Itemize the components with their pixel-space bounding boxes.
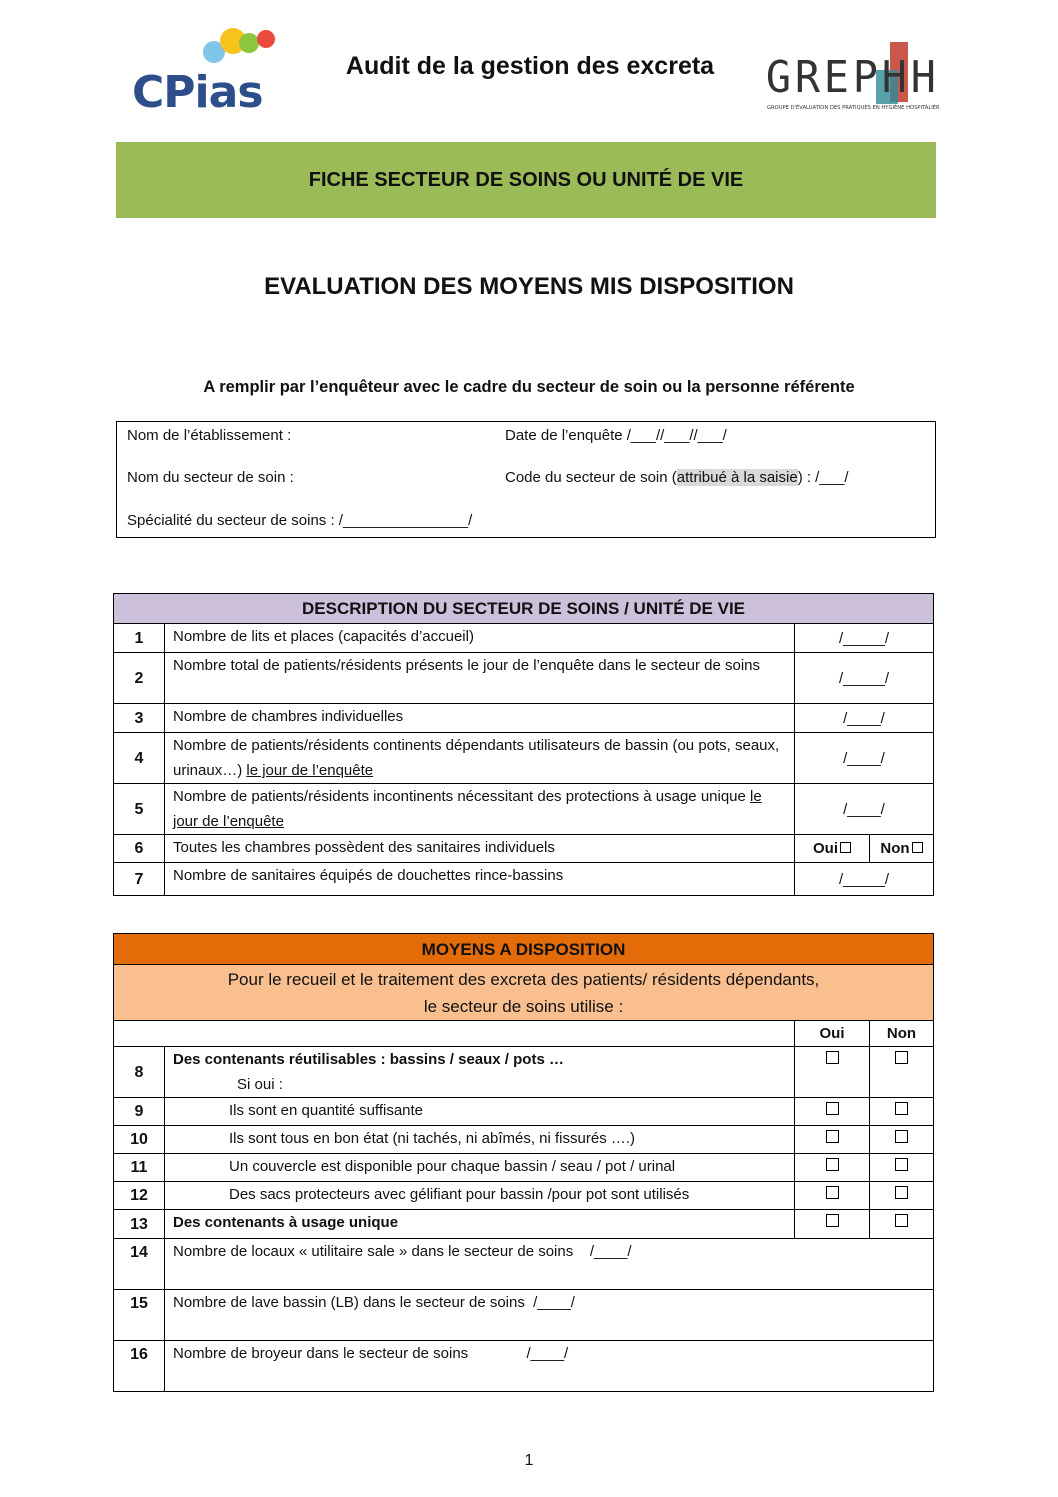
checkbox-icon [826, 1130, 839, 1143]
etablissement-field[interactable]: Nom de l’établissement : [127, 427, 292, 444]
secteur-field[interactable]: Nom du secteur de soin : [127, 469, 294, 486]
grephh-logo [764, 40, 940, 115]
row-number: 13 [114, 1210, 165, 1239]
row-number: 9 [114, 1098, 165, 1126]
row-label: Des contenants à usage unique [165, 1210, 795, 1239]
checkbox-icon [826, 1186, 839, 1199]
date-field[interactable]: Date de l’enquête /___//___//___/ [505, 427, 727, 444]
checkbox-icon [895, 1158, 908, 1171]
row-number: 16 [114, 1341, 165, 1392]
non-checkbox[interactable] [870, 1098, 934, 1126]
document-title: Audit de la gestion des excreta [345, 52, 715, 80]
cpias-logo [130, 24, 290, 114]
oui-checkbox[interactable] [795, 1047, 870, 1098]
col-non: Non [870, 1021, 934, 1047]
blank-header [114, 1021, 795, 1047]
row-label: Toutes les chambres possèdent des sanitaires individuels [165, 835, 795, 863]
value-field[interactable]: /_____/ [795, 624, 934, 653]
row-number: 6 [114, 835, 165, 863]
count-field[interactable]: Nombre de broyeur dans le secteur de soins /____/ [165, 1341, 934, 1392]
row-number: 7 [114, 863, 165, 896]
col-oui: Oui [795, 1021, 870, 1047]
row-number: 3 [114, 704, 165, 733]
row-label: Un couvercle est disponible pour chaque bassin / seau / pot / urinal [165, 1154, 795, 1182]
description-header: DESCRIPTION DU SECTEUR DE SOINS / UNITÉ DE VIE [114, 594, 934, 624]
oui-checkbox[interactable] [795, 1182, 870, 1210]
svg-text:GREPHH: GREPHH [765, 52, 940, 104]
row-label: Nombre de sanitaires équipés de douchettes rince-bassins [165, 863, 795, 896]
row-label: Ils sont tous en bon état (ni tachés, ni abîmés, ni fissurés ….) [165, 1126, 795, 1154]
checkbox-icon [895, 1102, 908, 1115]
row-number: 2 [114, 653, 165, 704]
row-label: Des contenants réutilisables : bassins / seaux / pots … Si oui : [165, 1047, 795, 1098]
row-label: Nombre de patients/résidents incontinents nécessitant des protections à usage unique le jour de l’enquête [165, 784, 795, 835]
oui-checkbox[interactable] [795, 1210, 870, 1239]
row-number: 12 [114, 1182, 165, 1210]
checkbox-icon [826, 1051, 839, 1064]
checkbox-icon [912, 842, 923, 853]
row-label: Nombre de chambres individuelles [165, 704, 795, 733]
non-checkbox[interactable] [870, 1154, 934, 1182]
checkbox-icon [826, 1102, 839, 1115]
description-table [113, 593, 934, 896]
moyens-intro: Pour le recueil et le traitement des excreta des patients/ résidents dépendants, le secteur de soins utilise : [114, 965, 934, 1021]
checkbox-icon [895, 1214, 908, 1227]
row-number: 15 [114, 1290, 165, 1341]
non-checkbox[interactable] [870, 1210, 934, 1239]
code-highlight: attribué à la saisie [676, 469, 798, 486]
svg-text:GROUPE D'ÉVALUATION DES PRATIQ: GROUPE D'ÉVALUATION DES PRATIQUES EN HYGIÈNE HOSPITALIÈRE [767, 105, 940, 111]
non-checkbox[interactable] [870, 1047, 934, 1098]
row-number: 5 [114, 784, 165, 835]
page-number: 1 [524, 1452, 534, 1469]
identification-box [116, 421, 936, 538]
row-label: Nombre total de patients/résidents présents le jour de l’enquête dans le secteur de soins [165, 653, 795, 704]
moyens-header: MOYENS A DISPOSITION [114, 934, 934, 965]
count-field[interactable]: Nombre de locaux « utilitaire sale » dans le secteur de soins /____/ [165, 1239, 934, 1290]
value-field[interactable]: /_____/ [795, 863, 934, 896]
oui-checkbox[interactable] [795, 1098, 870, 1126]
row-number: 1 [114, 624, 165, 653]
main-title: EVALUATION DES MOYENS MIS DISPOSITION [264, 273, 794, 300]
value-field[interactable]: /____/ [795, 733, 934, 784]
oui-checkbox[interactable] [795, 1126, 870, 1154]
code-field[interactable]: Code du secteur de soin (attribué à la saisie) : /___/ [505, 469, 849, 486]
value-field[interactable]: /____/ [795, 784, 934, 835]
non-checkbox[interactable] [870, 1126, 934, 1154]
subtitle: A remplir par l’enquêteur avec le cadre du secteur de soin ou la personne référente [203, 378, 855, 396]
checkbox-icon [826, 1214, 839, 1227]
non-checkbox[interactable] [870, 1182, 934, 1210]
form-banner: FICHE SECTEUR DE SOINS OU UNITÉ DE VIE [116, 142, 936, 218]
checkbox-icon [895, 1130, 908, 1143]
checkbox-icon [840, 842, 851, 853]
count-field[interactable]: Nombre de lave bassin (LB) dans le secteur de soins /____/ [165, 1290, 934, 1341]
moyens-table [113, 933, 934, 1392]
checkbox-icon [826, 1158, 839, 1171]
specialite-field[interactable]: Spécialité du secteur de soins : /_______________/ [127, 512, 473, 529]
row-number: 4 [114, 733, 165, 784]
row-number: 11 [114, 1154, 165, 1182]
row-number: 10 [114, 1126, 165, 1154]
row-number: 8 [114, 1047, 165, 1098]
row-number: 14 [114, 1239, 165, 1290]
oui-checkbox[interactable]: Oui [795, 835, 870, 863]
row-label: Nombre de patients/résidents continents dépendants utilisateurs de bassin (ou pots, seaux, urinaux…) le jour de l’enquête [165, 733, 795, 784]
non-checkbox[interactable]: Non [870, 835, 934, 863]
row-label: Nombre de lits et places (capacités d’accueil) [165, 624, 795, 653]
checkbox-icon [895, 1186, 908, 1199]
checkbox-icon [895, 1051, 908, 1064]
value-field[interactable]: /____/ [795, 704, 934, 733]
oui-checkbox[interactable] [795, 1154, 870, 1182]
svg-text:CPias: CPias [132, 67, 263, 114]
row-label: Ils sont en quantité suffisante [165, 1098, 795, 1126]
row-label: Des sacs protecteurs avec gélifiant pour bassin /pour pot sont utilisés [165, 1182, 795, 1210]
value-field[interactable]: /_____/ [795, 653, 934, 704]
